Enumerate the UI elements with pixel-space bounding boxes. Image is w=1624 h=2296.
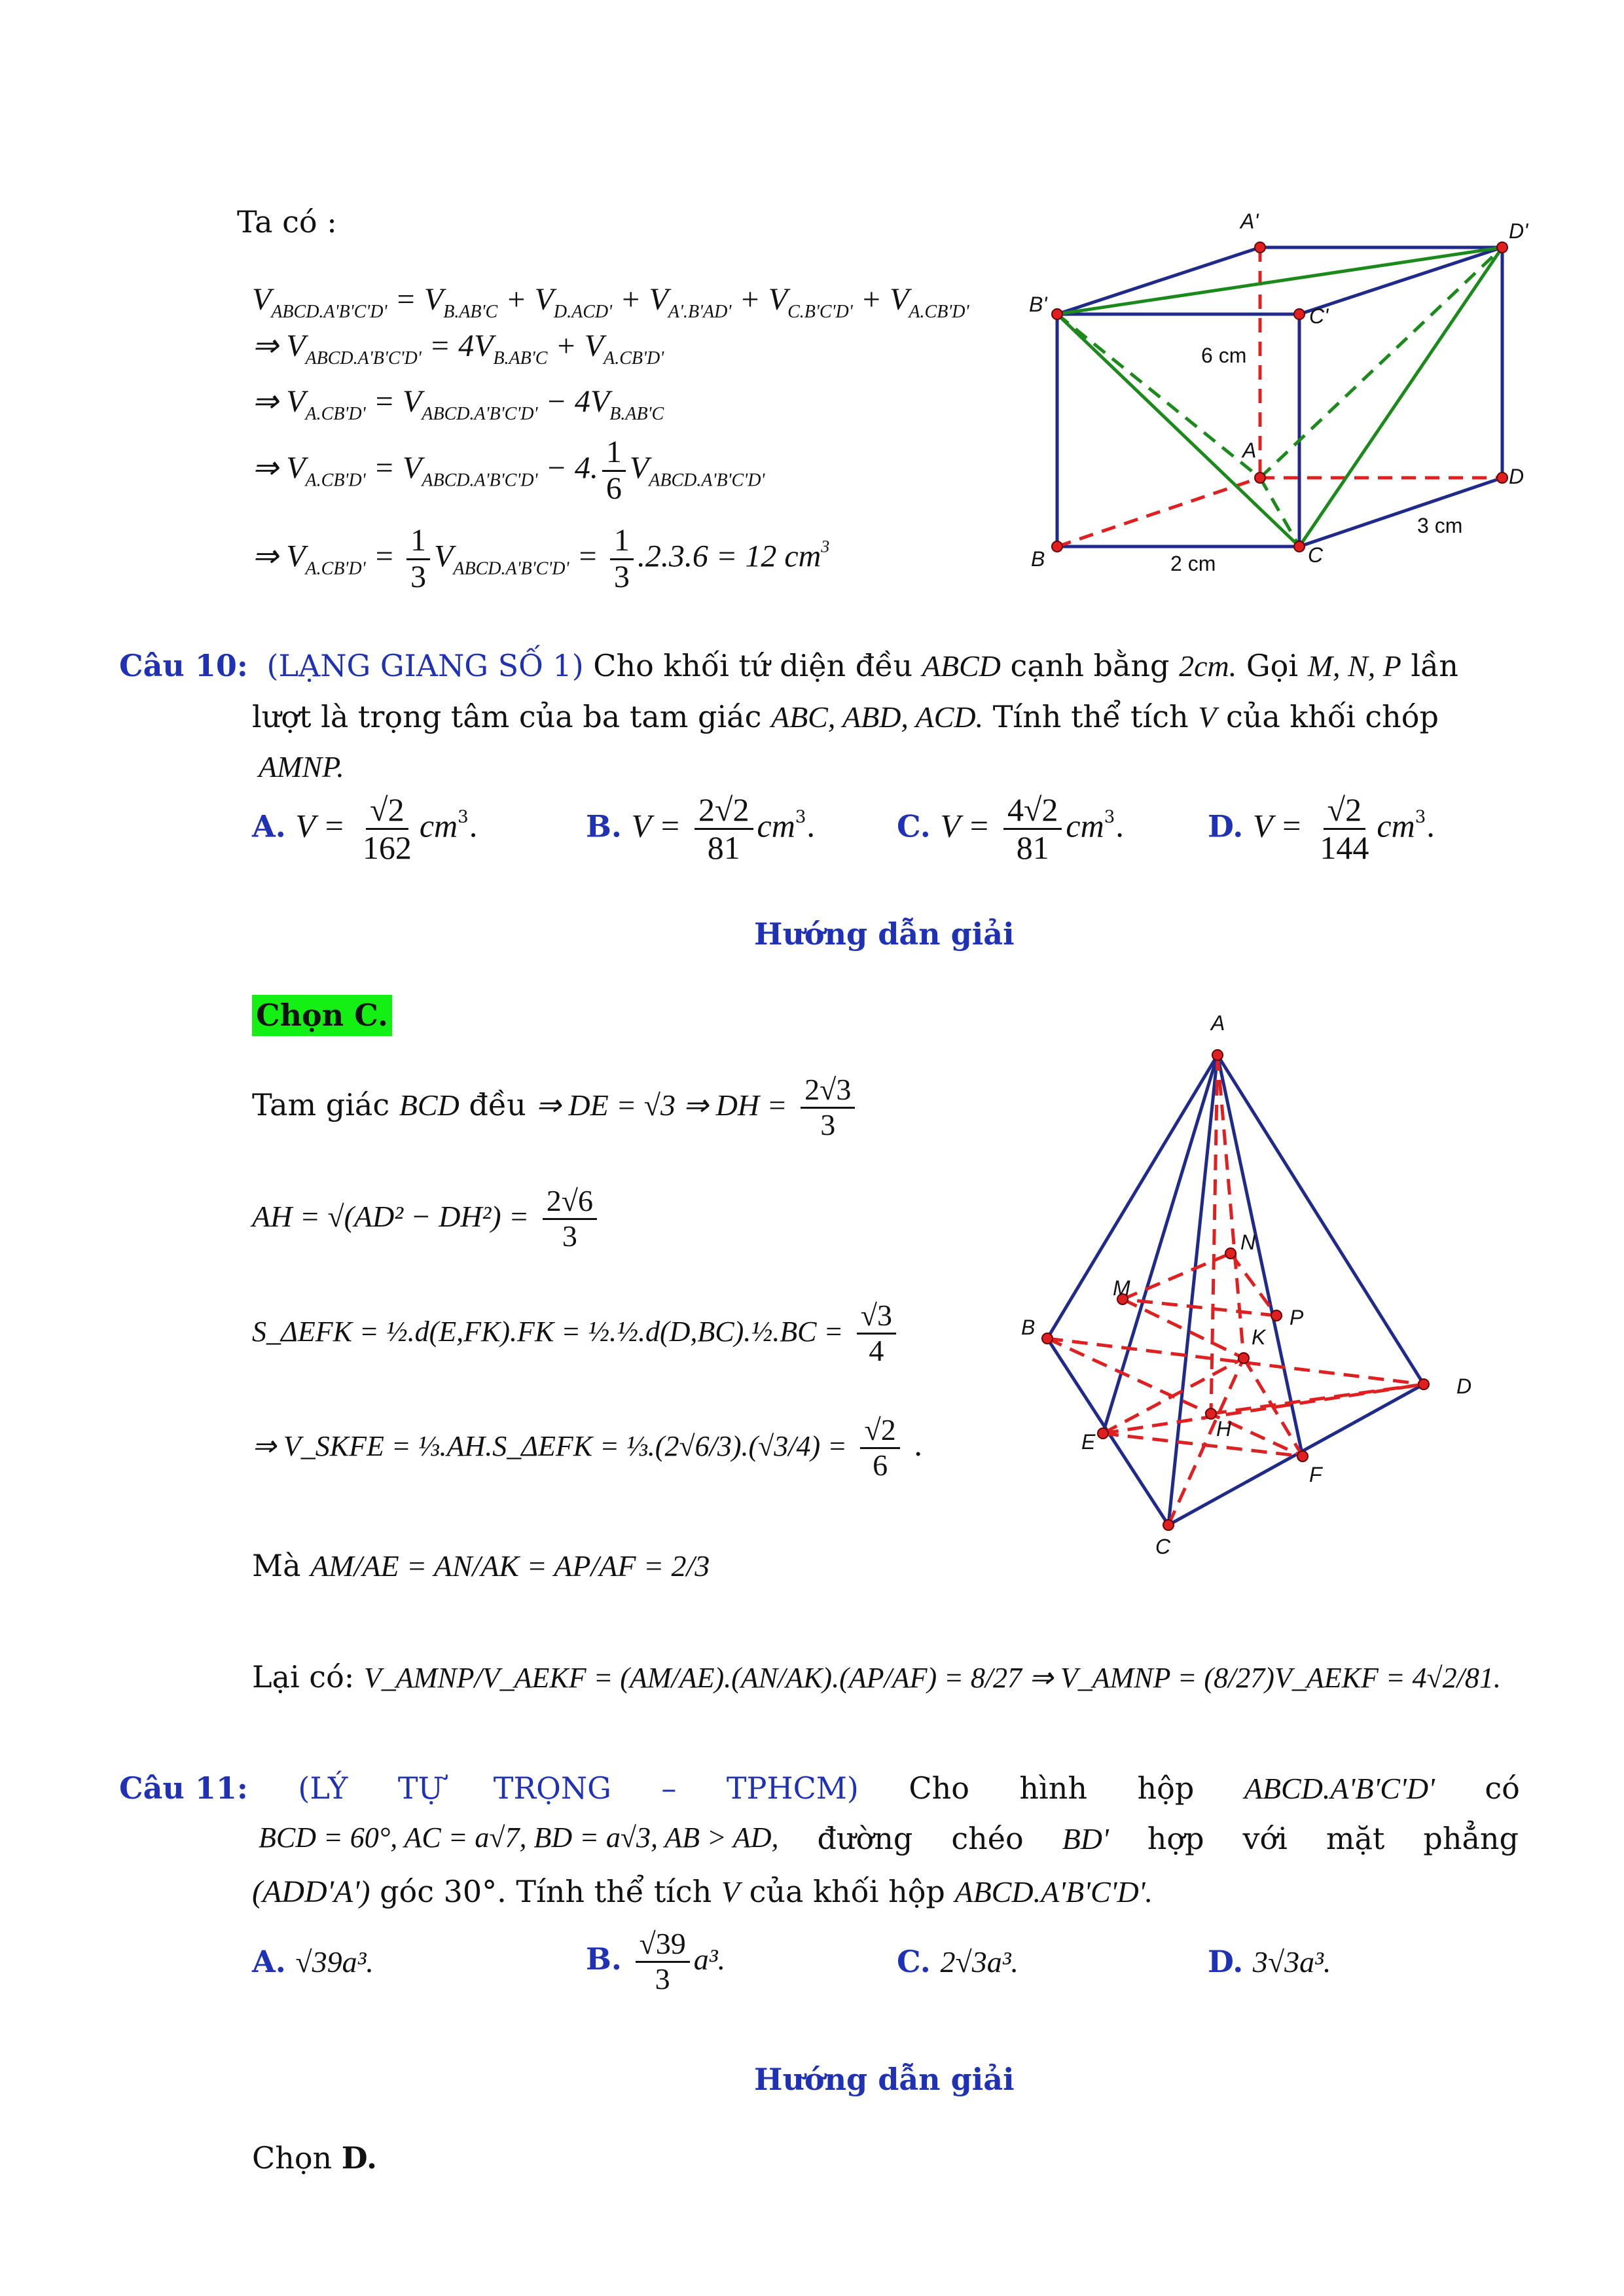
q11-option-d[interactable]: D. 3√3a³.: [1208, 1943, 1331, 1979]
fig1-label-c: C: [1308, 543, 1324, 567]
fig1-label-c-prime: C': [1309, 304, 1329, 328]
q10-line-1: [119, 648, 1520, 684]
q10-line2-text-3: của khối chóp: [1225, 699, 1439, 734]
fig1-dim-width: 2 cm: [1170, 552, 1216, 575]
q10-v: V: [1198, 700, 1217, 734]
q10-amnp: AMNP.: [259, 750, 344, 783]
fig2-label-f: F: [1309, 1463, 1322, 1486]
q10-option-c[interactable]: C. V = $\frac{4√2}{81}$ $cm^3$.: [897, 791, 1125, 866]
fig1-dim-depth: 3 cm: [1417, 514, 1463, 537]
fig1-label-b: B: [1031, 547, 1045, 571]
q10-line2-text-2: Tính thể tích: [992, 699, 1189, 734]
q10-text-1: Cho khối tứ diện đều: [593, 648, 913, 683]
q10-sol-line-1: Tam giác BCD đều ⇒ DE = √3 ⇒ DH = $\frac{2√3}{3}$: [252, 1073, 859, 1141]
fig1-label-a-prime: A': [1240, 209, 1259, 233]
q10-guide-heading: Hướng dẫn giải: [754, 916, 1015, 952]
q11-answer: Chọn D.: [252, 2140, 378, 2176]
q10-sol-line-2: AH = √(AD² − DH²) = $\frac{2√6}{3}$: [252, 1185, 601, 1253]
q10-option-b[interactable]: B. V = $\frac{2√2}{81}$ $cm^3$.: [586, 791, 816, 866]
q10-text-2: cạnh bằng: [1010, 648, 1170, 683]
q10-abcd: ABCD: [922, 649, 1001, 683]
fig2-label-m: M: [1113, 1276, 1130, 1300]
q10-line-2: [252, 699, 1439, 735]
derivation-line-3: ⇒ $V_{A.CB'D'} = V_{ABCD.A'B'C'D'} - 4V_{B.AB'C}$: [252, 384, 664, 424]
q10-mnp: M, N, P: [1307, 649, 1401, 683]
derivation-line-2: ⇒ $V_{ABCD.A'B'C'D'} = 4V_{B.AB'C} + V_{A.CB'D'}$: [252, 329, 664, 368]
q11-option-c[interactable]: C. 2√3a³.: [897, 1943, 1019, 1979]
fig2-label-c: C: [1155, 1535, 1171, 1558]
figure-tetrahedron-diagram: [995, 1001, 1492, 1558]
fig1-label-b-prime: B': [1029, 293, 1047, 316]
derivation-line-1: $V_{ABCD.A'B'C'D'} = V_{B.AB'C} + V_{D.ACD'} + V_{A'.B'AD'} + V_{C.B'C'D'} + V_{A.CB'D'}$: [252, 282, 969, 322]
q11-line-3: (ADD'A') góc 30°. Tính thể tích V của khối hộp ABCD.A'B'C'D'.: [252, 1874, 1153, 1909]
fig2-label-h: H: [1216, 1417, 1232, 1441]
fig1-label-d: D: [1509, 465, 1525, 488]
q10-text-3: Gọi: [1246, 648, 1299, 683]
derivation-line-5: ⇒ $V_{A.CB'D'}$ = $\frac{1}{3}$ $V_{ABCD.A'B'C'D'}$ = $\frac{1}{3}$ .2.3.6 = 12 $cm^3$: [252, 523, 830, 594]
q10-options: [252, 792, 1528, 866]
intro-ta-co: Ta có :: [237, 204, 337, 240]
q10-triangles: ABC, ABD, ACD.: [770, 700, 984, 734]
fig1-label-a: A: [1242, 439, 1257, 462]
fig2-label-e: E: [1081, 1430, 1096, 1454]
q10-sol-line-6: Lại có: V_AMNP/V_AEKF = (AM/AE).(AN/AK).(AP/AF) = 8/27 ⇒ V_AMNP = (8/27)V_AEKF = 4√2/81.: [252, 1659, 1501, 1695]
fig2-label-b: B: [1021, 1316, 1036, 1339]
q11-line-2: BCD = 60°, AC = a√7, BD = a√3, AB > AD, đường chéo BD' hợp với mặt phẳng: [259, 1821, 1519, 1856]
q10-text-4: lần: [1411, 648, 1458, 683]
fig1-label-d-prime: D': [1509, 219, 1528, 243]
q11-label: Câu 11:: [119, 1770, 248, 1806]
q11-options: [252, 1928, 1528, 1996]
q11-option-b[interactable]: B. $\frac{√39}{3}$ a³.: [586, 1927, 726, 1996]
q10-source: (LẠNG GIANG SỐ 1): [266, 648, 584, 683]
q11-line-1: Câu 11: (LÝ TỰ TRỌNG – TPHCM) Cho hình hộp ABCD.A'B'C'D' có: [119, 1770, 1520, 1806]
q10-sol-line-4: ⇒ V_SKFE = ⅓.AH.S_ΔEFK = ⅓.(2√6/3).(√3/4) = $\frac{√2}{6}$ .: [252, 1413, 923, 1482]
q10-answer: Chọn C.: [252, 995, 392, 1036]
fig2-label-n: N: [1240, 1230, 1256, 1254]
q10-line2-text-1: lượt là trọng tâm của ba tam giác: [252, 699, 762, 734]
fig2-label-d: D: [1456, 1374, 1472, 1398]
q10-label: Câu 10:: [119, 648, 248, 683]
q10-sol-line-3: S_ΔEFK = ½.d(E,FK).FK = ½.½.d(D,BC).½.BC = $\frac{√3}{4}$: [252, 1299, 900, 1367]
fig2-label-k: K: [1252, 1325, 1266, 1349]
q10-sol-line-5: Mà AM/AE = AN/AK = AP/AF = 2/3: [252, 1548, 710, 1583]
derivation-line-4: ⇒ $V_{A.CB'D'} = V_{ABCD.A'B'C'D'} - 4$. $\frac{1}{6}$ $V_{ABCD.A'B'C'D'}$: [252, 435, 765, 506]
fig1-dim-height: 6 cm: [1201, 344, 1247, 367]
q11-option-a[interactable]: A. √39a³.: [252, 1943, 374, 1979]
q10-edge: 2cm.: [1179, 649, 1237, 683]
fig2-label-a: A: [1211, 1011, 1225, 1035]
q10-option-a[interactable]: A. V = $\frac{√2}{162}$ $cm^3$.: [252, 791, 478, 866]
q11-guide-heading: Hướng dẫn giải: [754, 2062, 1015, 2097]
fig2-label-p: P: [1290, 1306, 1304, 1329]
q10-option-d[interactable]: D. V = $\frac{√2}{144}$ $cm^3$.: [1208, 791, 1435, 866]
